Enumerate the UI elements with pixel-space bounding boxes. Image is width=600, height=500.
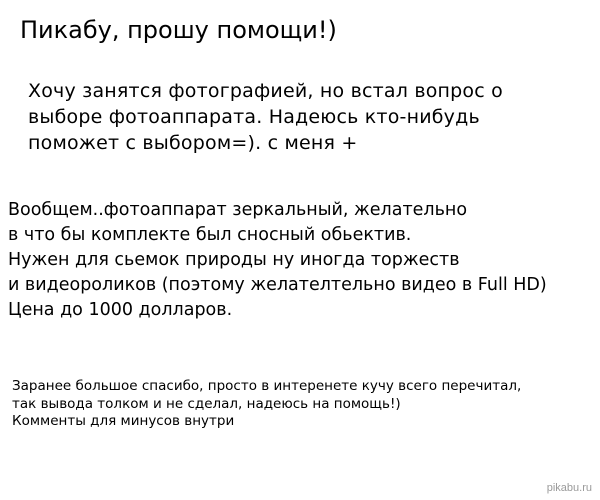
intro-line: Хочу занятся фотографией, но встал вопрос о — [28, 80, 503, 102]
intro-line: поможет с выбором=). с меня + — [28, 132, 358, 154]
details-line: в что бы комплекте был сносный обьектив. — [8, 225, 412, 245]
intro-line: выборе фотоаппарата. Надеюсь кто-нибудь — [28, 106, 480, 128]
intro-paragraph — [28, 78, 503, 156]
thanks-paragraph — [12, 378, 521, 431]
thanks-line: так вывода толком и не сделал, надеюсь на помощь!) — [12, 395, 401, 412]
post-title: Пикабу, прошу помощи!) — [20, 16, 337, 44]
pikabu-watermark: pikabu.ru — [546, 482, 592, 494]
thanks-line: Комменты для минусов внутри — [12, 413, 235, 429]
details-line: Нужен для сьемок природы ну иногда торжеств — [8, 250, 460, 270]
details-paragraph — [8, 198, 547, 323]
details-line: и видеороликов (поэтому желателтельно видео в Full HD) — [8, 275, 547, 295]
thanks-line: Заранее большое спасибо, просто в интеренете кучу всего перечитал, — [12, 378, 522, 394]
details-line: Цена до 1000 долларов. — [8, 300, 233, 320]
details-line: Вообщем..фотоаппарат зеркальный, желательно — [8, 200, 468, 220]
